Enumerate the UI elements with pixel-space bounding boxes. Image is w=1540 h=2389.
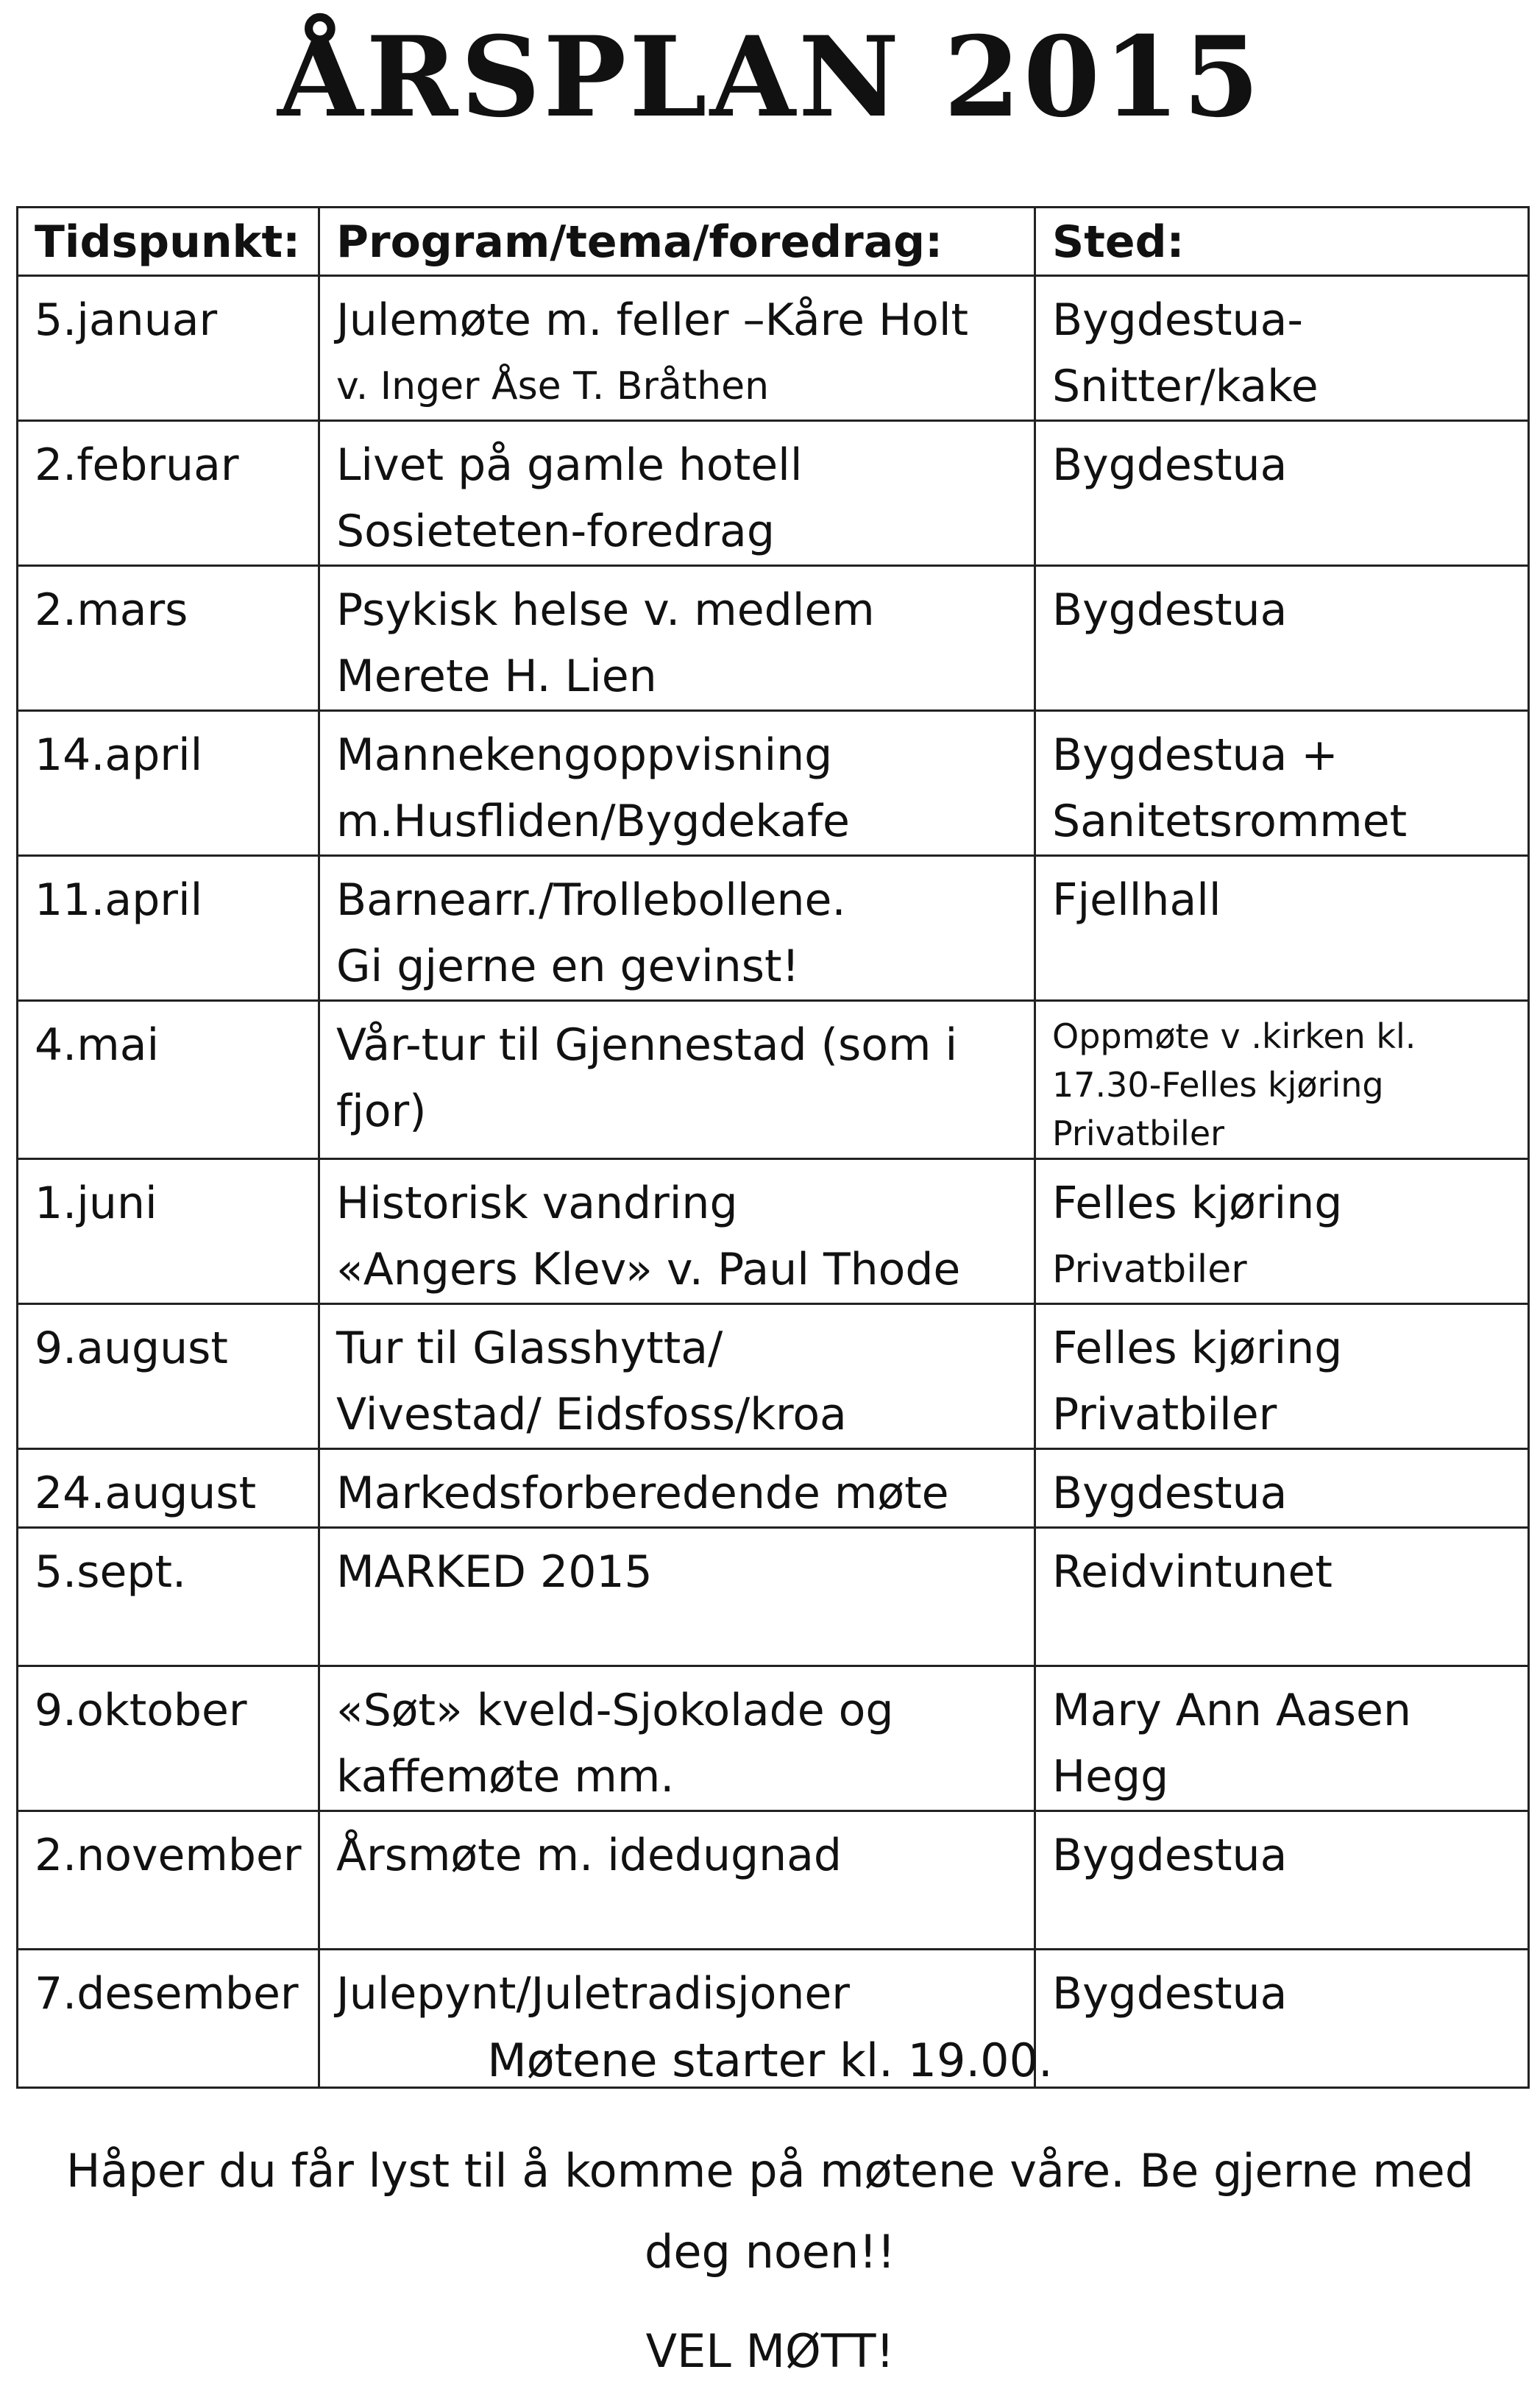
row-date: 24.august bbox=[18, 1449, 319, 1528]
place-line: Oppmøte v .kirken kl. bbox=[1052, 1016, 1416, 1056]
row-program bbox=[319, 1811, 1035, 1950]
page-title: ÅRSPLAN 2015 bbox=[277, 13, 1263, 142]
place-line: Privatbiler bbox=[1052, 1247, 1247, 1292]
program-line: fjor) bbox=[336, 1086, 427, 1137]
program-line: Merete H. Lien bbox=[336, 651, 657, 702]
row-program bbox=[319, 1666, 1035, 1811]
closing-text: VEL MØTT! bbox=[645, 2324, 895, 2378]
row-program bbox=[319, 1528, 1035, 1666]
place-line: Bygdestua bbox=[1052, 439, 1288, 491]
row-date: 4.mai bbox=[18, 1001, 319, 1159]
table-row bbox=[18, 276, 1529, 421]
place-line: Hegg bbox=[1052, 1751, 1169, 1802]
row-place bbox=[1035, 1449, 1529, 1528]
row-place bbox=[1035, 711, 1529, 856]
row-date: 2.mars bbox=[18, 566, 319, 711]
place-line: Felles kjøring bbox=[1052, 1178, 1343, 1229]
row-place bbox=[1035, 421, 1529, 566]
row-place bbox=[1035, 1528, 1529, 1666]
table-row bbox=[18, 566, 1529, 711]
place-line: 17.30-Felles kjøring bbox=[1052, 1065, 1384, 1105]
place-line: Bygdestua bbox=[1052, 1830, 1288, 1881]
place-line: Felles kjøring bbox=[1052, 1323, 1343, 1374]
row-program bbox=[319, 711, 1035, 856]
program-line: Mannekengoppvisning bbox=[336, 729, 833, 781]
place-line: Privatbiler bbox=[1052, 1389, 1277, 1440]
row-place bbox=[1035, 276, 1529, 421]
program-line: «Angers Klev» v. Paul Thode bbox=[336, 1244, 961, 1295]
program-line: Gi gjerne en gevinst! bbox=[336, 941, 800, 992]
place-line: Privatbiler bbox=[1052, 1114, 1225, 1153]
place-line: Fjellhall bbox=[1052, 874, 1221, 926]
row-date: 1.juni bbox=[18, 1159, 319, 1304]
row-place bbox=[1035, 1811, 1529, 1950]
program-line: Sosieteten-foredrag bbox=[336, 506, 775, 557]
program-line: Markedsforberedende møte bbox=[336, 1468, 949, 1519]
row-date: 2.februar bbox=[18, 421, 319, 566]
program-line: Barnearr./Trollebollene. bbox=[336, 874, 846, 926]
row-place bbox=[1035, 566, 1529, 711]
program-line: Livet på gamle hotell bbox=[336, 439, 803, 491]
place-line: Mary Ann Aasen bbox=[1052, 1685, 1411, 1736]
program-line: MARKED 2015 bbox=[336, 1546, 653, 1598]
row-program bbox=[319, 1159, 1035, 1304]
row-program bbox=[319, 276, 1035, 421]
program-line: Psykisk helse v. medlem bbox=[336, 584, 875, 636]
row-date: 9.august bbox=[18, 1304, 319, 1449]
row-program bbox=[319, 856, 1035, 1001]
row-place bbox=[1035, 856, 1529, 1001]
row-date: 2.november bbox=[18, 1811, 319, 1950]
row-place bbox=[1035, 1304, 1529, 1449]
table-row bbox=[18, 711, 1529, 856]
row-program bbox=[319, 566, 1035, 711]
invitation-text bbox=[0, 2131, 1540, 2293]
header-place: Sted: bbox=[1035, 208, 1529, 276]
row-program bbox=[319, 1304, 1035, 1449]
place-line: Bygdestua bbox=[1052, 584, 1288, 636]
program-line: Vivestad/ Eidsfoss/kroa bbox=[336, 1389, 847, 1440]
place-line: Sanitetsrommet bbox=[1052, 796, 1408, 847]
program-line: «Søt» kveld-Sjokolade og bbox=[336, 1685, 894, 1736]
program-line: Tur til Glasshytta/ bbox=[336, 1323, 723, 1374]
row-date: 5.sept. bbox=[18, 1528, 319, 1666]
row-place bbox=[1035, 1159, 1529, 1304]
invitation-line: deg noen!! bbox=[645, 2225, 895, 2279]
program-line: Historisk vandring bbox=[336, 1178, 738, 1229]
place-line: Bygdestua bbox=[1052, 1968, 1288, 2020]
program-line: Årsmøte m. idedugnad bbox=[336, 1830, 842, 1881]
program-line: kaffemøte mm. bbox=[336, 1751, 675, 1802]
start-time-note: Møtene starter kl. 19.00. bbox=[487, 2034, 1053, 2087]
place-line: Bygdestua + bbox=[1052, 729, 1338, 781]
row-date: 11.april bbox=[18, 856, 319, 1001]
program-line: v. Inger Åse T. Bråthen bbox=[336, 364, 770, 408]
table-row bbox=[18, 856, 1529, 1001]
row-place bbox=[1035, 1666, 1529, 1811]
row-program bbox=[319, 1001, 1035, 1159]
table-row bbox=[18, 1001, 1529, 1159]
place-line: Reidvintunet bbox=[1052, 1546, 1333, 1598]
row-place bbox=[1035, 1001, 1529, 1159]
row-program bbox=[319, 421, 1035, 566]
table-row bbox=[18, 1811, 1529, 1950]
row-date: 9.oktober bbox=[18, 1666, 319, 1811]
table-row bbox=[18, 1528, 1529, 1666]
year-plan-table bbox=[16, 206, 1530, 2089]
table-row bbox=[18, 1449, 1529, 1528]
program-line: Julepynt/Juletradisjoner bbox=[336, 1968, 850, 2020]
invitation-line: Håper du får lyst til å komme på møtene våre. Be gjerne med bbox=[65, 2144, 1475, 2198]
table-header-row bbox=[18, 208, 1529, 276]
row-date: 5.januar bbox=[18, 276, 319, 421]
place-line: Bygdestua- bbox=[1052, 294, 1303, 346]
program-line: m.Husfliden/Bygdekafe bbox=[336, 796, 850, 847]
row-date: 14.april bbox=[18, 711, 319, 856]
header-program: Program/tema/foredrag: bbox=[319, 208, 1035, 276]
header-date: Tidspunkt: bbox=[18, 208, 319, 276]
table-row bbox=[18, 1666, 1529, 1811]
row-program bbox=[319, 1449, 1035, 1528]
row-date: 7.desember bbox=[18, 1950, 319, 2088]
table-row bbox=[18, 421, 1529, 566]
program-line: Julemøte m. feller –Kåre Holt bbox=[336, 294, 969, 346]
table-row bbox=[18, 1304, 1529, 1449]
place-line: Snitter/kake bbox=[1052, 361, 1319, 412]
table-row bbox=[18, 1159, 1529, 1304]
place-line: Bygdestua bbox=[1052, 1468, 1288, 1519]
program-line: Vår-tur til Gjennestad (som i bbox=[336, 1019, 958, 1071]
